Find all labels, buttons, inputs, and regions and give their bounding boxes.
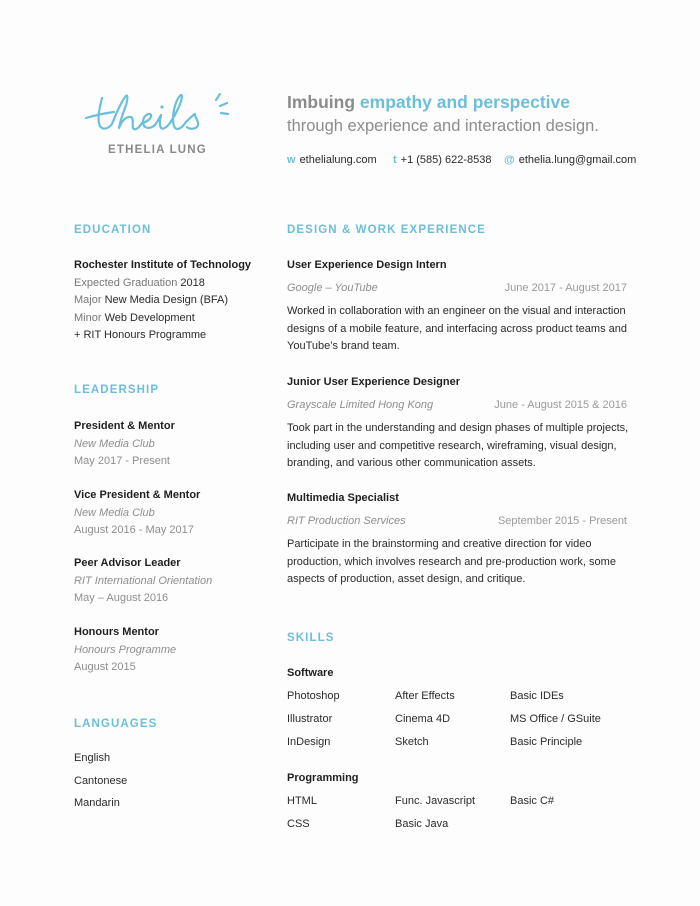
job-dates: September 2015 - Present xyxy=(497,515,627,527)
leadership-item xyxy=(74,418,175,471)
minor-label: Minor xyxy=(74,311,105,324)
skill-item: InDesign xyxy=(287,736,331,748)
school-name: Rochester Institute of Technology xyxy=(74,259,252,271)
web-label: w xyxy=(287,154,296,166)
skill-item: Cinema 4D xyxy=(395,713,451,725)
leadership-role: Honours Mentor xyxy=(74,626,159,638)
phone-link[interactable]: +1 (585) 622-8538 xyxy=(400,154,492,166)
skill-item: MS Office / GSuite xyxy=(510,713,601,725)
software-title: Software xyxy=(287,667,334,679)
skill-item: Sketch xyxy=(395,736,429,748)
job-title: Multimedia Specialist xyxy=(287,492,399,504)
graduation-line xyxy=(74,275,251,293)
leadership-item xyxy=(74,624,176,677)
job-company: Google – YouTube xyxy=(287,282,378,294)
leadership-org: New Media Club xyxy=(74,506,155,519)
skill-item: Basic C# xyxy=(510,795,555,807)
leadership-org: New Media Club xyxy=(74,437,155,450)
language-item: English xyxy=(74,752,111,764)
job-dates: June - August 2015 & 2016 xyxy=(494,399,627,411)
skill-item: Func. Javascript xyxy=(395,795,476,807)
skill-item: Basic IDEs xyxy=(510,690,564,702)
headline-accent: empathy and perspective xyxy=(359,92,570,112)
leadership-org: Honours Programme xyxy=(74,643,177,656)
leadership-role: Vice President & Mentor xyxy=(74,489,201,501)
contact-phone[interactable] xyxy=(393,154,492,166)
major-label: Major xyxy=(74,294,105,306)
job-description: Worked in collaboration with an engineer on the visual and interaction designs of a mobile feature, and interfacing across product teams and YouTube’s brand team. xyxy=(287,305,627,352)
leadership-dates: August 2015 xyxy=(74,661,136,673)
skill-item: Basic Java xyxy=(395,818,449,830)
experience-title: DESIGN & WORK EXPERIENCE xyxy=(287,224,486,236)
major-value: New Media Design (BFA) xyxy=(104,294,229,306)
email-label: @ xyxy=(504,154,515,166)
graduation-year: 2018 xyxy=(180,276,205,289)
leadership-item xyxy=(74,555,212,608)
logo-script-graphic xyxy=(82,88,242,148)
minor-line xyxy=(74,310,251,328)
skills-title: SKILLS xyxy=(287,632,335,644)
skill-item: Illustrator xyxy=(287,713,333,725)
contact-web[interactable] xyxy=(287,154,377,166)
job-title: User Experience Design Intern xyxy=(287,259,447,271)
programming-title: Programming xyxy=(287,772,359,784)
skill-item: CSS xyxy=(287,818,310,830)
language-item: Mandarin xyxy=(74,797,120,809)
leadership-item xyxy=(74,487,200,540)
job-description: Took part in the understanding and design phases of multiple projects, including user and competitive research, wireframing, visual design, branding, and various other communication assets. xyxy=(287,422,629,469)
leadership-dates: August 2016 - May 2017 xyxy=(74,524,194,536)
job-description: Participate in the brainstorming and creative direction for video production, which involves research and pre-production work, some aspects of production, asset design, and critique. xyxy=(287,538,616,585)
major-line xyxy=(74,292,251,310)
leadership-role: Peer Advisor Leader xyxy=(74,557,181,569)
phone-label: t xyxy=(393,154,397,166)
leadership-title: LEADERSHIP xyxy=(74,384,160,396)
skill-item: After Effects xyxy=(395,690,455,702)
email-link[interactable]: ethelia.lung@gmail.com xyxy=(518,154,637,166)
job-title: Junior User Experience Designer xyxy=(287,376,461,388)
honours-line: + RIT Honours Programme xyxy=(74,329,207,341)
leadership-dates: May – August 2016 xyxy=(74,592,169,604)
languages-title: LANGUAGES xyxy=(74,718,158,730)
skill-item: HTML xyxy=(287,795,317,807)
job-company: Grayscale Limited Hong Kong xyxy=(287,399,434,411)
skill-item: Basic Principle xyxy=(510,736,583,748)
leadership-role: President & Mentor xyxy=(74,420,175,432)
headline-line2: through experience and interaction design. xyxy=(287,117,599,135)
graduation-label: Expected Graduation xyxy=(74,276,181,289)
skill-item: Photoshop xyxy=(287,690,340,702)
web-link[interactable]: ethelialung.com xyxy=(299,154,377,166)
leadership-org: RIT International Orientation xyxy=(74,574,213,587)
logo-signature xyxy=(82,88,242,148)
education-title: EDUCATION xyxy=(74,224,152,236)
logo-name: ETHELIA LUNG xyxy=(108,144,207,156)
job-company: RIT Production Services xyxy=(287,515,406,527)
headline-part1: Imbuing xyxy=(287,92,360,112)
leadership-dates: May 2017 - Present xyxy=(74,455,170,467)
headline xyxy=(287,92,570,113)
job-dates: June 2017 - August 2017 xyxy=(504,282,627,294)
education-block xyxy=(74,257,251,345)
minor-value: Web Development xyxy=(104,311,195,324)
contact-email[interactable] xyxy=(504,154,636,166)
language-item: Cantonese xyxy=(74,775,128,787)
